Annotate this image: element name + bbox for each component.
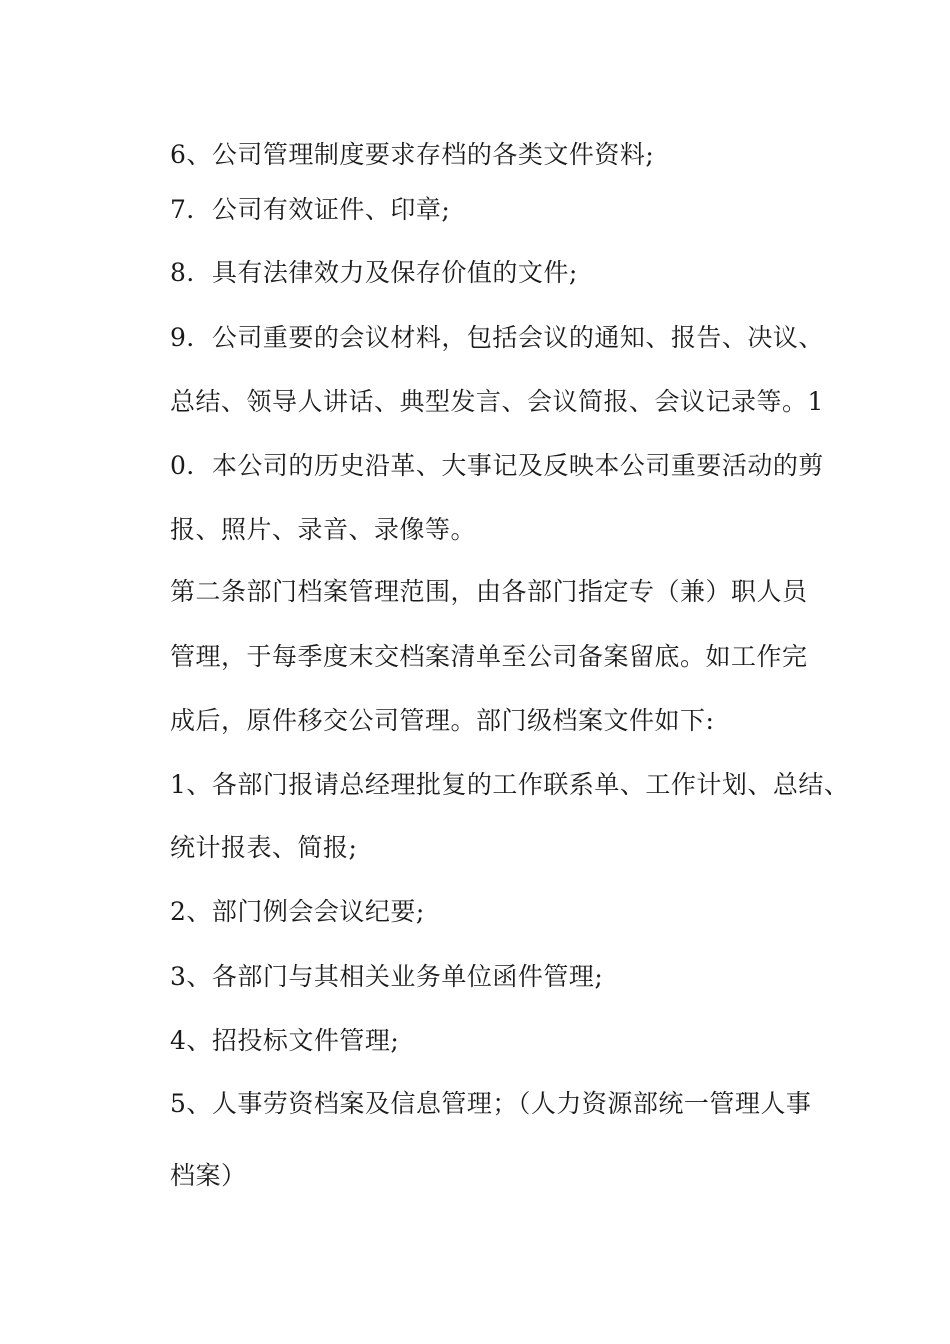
text-line-8: 第二条部门档案管理范围，由各部门指定专（兼）职人员 <box>170 577 808 606</box>
text-line-12: 统计报表、简报; <box>170 833 358 862</box>
text-line-7: 报、照片、录音、录像等。 <box>170 515 477 544</box>
text-line-5: 总结、领导人讲话、典型发言、会议简报、会议记录等。1 <box>170 387 824 416</box>
text-line-14: 3、各部门与其相关业务单位函件管理; <box>170 962 604 991</box>
text-line-4: 9．公司重要的会议材料，包括会议的通知、报告、决议、 <box>170 323 824 352</box>
text-line-9: 管理，于每季度末交档案清单至公司备案留底。如工作完 <box>170 642 808 671</box>
text-line-11: 1、各部门报请总经理批复的工作联系单、工作计划、总结、 <box>170 770 850 799</box>
text-line-13: 2、部门例会会议纪要; <box>170 897 425 926</box>
text-line-10: 成后，原件移交公司管理。部门级档案文件如下: <box>170 706 715 735</box>
text-line-16: 5、人事劳资档案及信息管理；（人力资源部统一管理人事 <box>170 1089 812 1118</box>
text-line-17: 档案） <box>170 1161 247 1190</box>
text-line-6: 0．本公司的历史沿革、大事记及反映本公司重要活动的剪 <box>170 451 824 480</box>
text-line-3: 8．具有法律效力及保存价值的文件; <box>170 258 578 287</box>
text-line-15: 4、招投标文件管理; <box>170 1026 400 1055</box>
text-line-2: 7．公司有效证件、印章; <box>170 195 451 224</box>
text-line-1: 6、公司管理制度要求存档的各类文件资料; <box>170 140 655 169</box>
